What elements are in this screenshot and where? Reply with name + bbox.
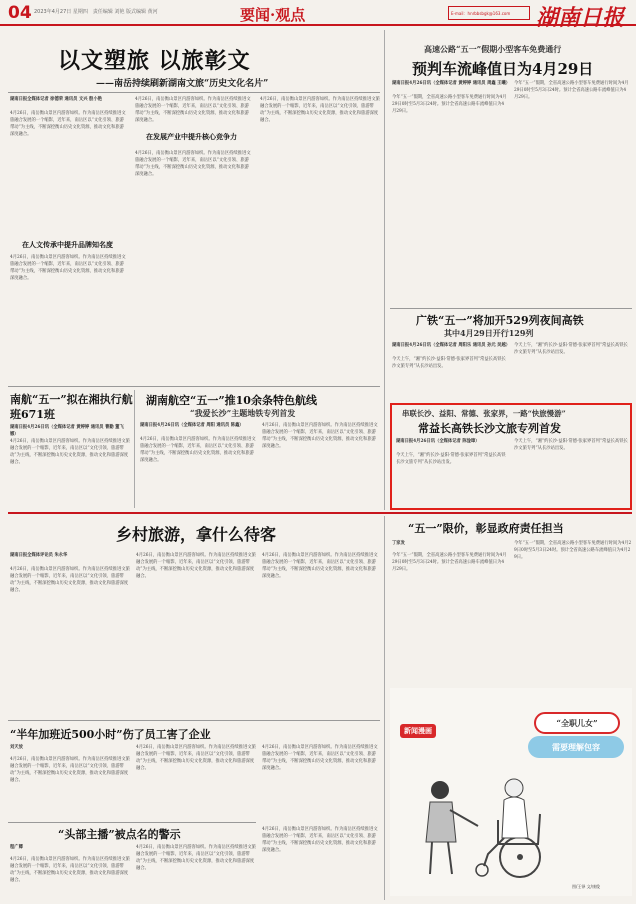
hnair-body-col2: 4月26日，南岳衡山景区内游客如织。作为南岳区持续推进文旅融合发展的一个缩影，近年来，南岳区以“文化引领、旅游带动”为主线，不断深挖衡山历史文化资源，推动文化和旅游深度融合。: [262, 423, 378, 449]
lead-byline: 湖南日报全媒体记者 徐德荣 通讯员 文兴 殷小艳: [10, 97, 102, 102]
guangtie-body-col1: 今天上午，“湘”约长沙·益阳·常德·张家界首列“常益长高铁长沙文旅专列”从长沙站出发。: [392, 357, 506, 369]
changyi-body-col1: 今天上午，“湘”约长沙·益阳·常德·张家界首列“常益长高铁长沙文旅专列”从长沙站出发。: [396, 453, 506, 465]
wuyi-headline: “五一”限价，彰显政府责任担当: [408, 522, 564, 535]
rule: [8, 720, 380, 721]
rural-byline: 湖南日报全媒体评论员 朱永华: [10, 553, 68, 558]
young-figure: [426, 781, 478, 874]
lead-body-col2: 4月26日，南岳衡山景区内游客如织。作为南岳区持续推进文旅融合发展的一个缩影，近年来，南岳区以“文化引领、旅游带动”为主线，不断深挖衡山历史文化资源，推动文化和旅游深度融合。: [135, 97, 251, 123]
halfhour-body-col2: 4月26日，南岳衡山景区内游客如织。作为南岳区持续推进文旅融合发展的一个缩影，近年来，南岳区以“文化引领、旅游带动”为主线，不断深挖衡山历史文化资源，推动文化和旅游深度融合。: [136, 745, 256, 771]
cartoon-bubble-2: 需要理解包容: [528, 736, 624, 758]
lead-body-col3: 4月26日，南岳衡山景区内游客如织。作为南岳区持续推进文旅融合发展的一个缩影，近年来，南岳区以“文化引领、旅游带动”为主线，不断深挖衡山历史文化资源，推动文化和旅游深度融合。: [260, 97, 380, 123]
lead-section-2: 在发展产业中提升核心竞争力: [146, 132, 237, 141]
column-divider: [384, 30, 385, 510]
rural-body-col3: 4月26日，南岳衡山景区内游客如织。作为南岳区持续推进文旅融合发展的一个缩影，近年来，南岳区以“文化引领、旅游带动”为主线，不断深挖衡山历史文化资源，推动文化和旅游深度融合。: [262, 553, 378, 579]
changyi-body-col2: 今天上午，“湘”约长沙·益阳·常德·张家界首列“常益长高铁长沙文旅专列”从长沙站出发。: [514, 439, 628, 451]
halfhour-author: 刘天放: [10, 745, 23, 750]
nanhang-body: 4月26日，南岳衡山景区内游客如织。作为南岳区持续推进文旅融合发展的一个缩影，近年来，南岳区以“文化引领、旅游带动”为主线，不断深挖衡山历史文化资源，推动文化和旅游深度融合。: [10, 439, 130, 465]
site-email: E-mail：hnrbbsbgk@163.com: [448, 6, 530, 20]
elderly-figure: [484, 779, 528, 866]
lead-body-col2b: 4月26日，南岳衡山景区内游客如织。作为南岳区持续推进文旅融合发展的一个缩影，近年来，南岳区以“文化引领、旅游带动”为主线，不断深挖衡山历史文化资源，推动文化和旅游深度融合。: [135, 151, 251, 177]
rule: [390, 308, 632, 309]
hnair-subheadline: “我爱长沙”主题地铁专列首发: [190, 408, 296, 418]
rural-body-col2: 4月26日，南岳衡山景区内游客如织。作为南岳区持续推进文旅融合发展的一个缩影，近年来，南岳区以“文化引领、旅游带动”为主线，不断深挖衡山历史文化资源，推动文化和旅游深度融合。: [136, 553, 256, 579]
anchor-body-col1: 4月26日，南岳衡山景区内游客如织。作为南岳区持续推进文旅融合发展的一个缩影，近年来，南岳区以“文化引领、旅游带动”为主线，不断深挖衡山历史文化资源，推动文化和旅游深度融合。: [10, 857, 130, 883]
halfhour-headline: “半年加班近500小时”伤了员工害了企业: [10, 728, 211, 741]
hnair-byline: 湖南日报4月26日讯（全媒体记者 周阳 通讯员 陈鑫）: [140, 423, 244, 428]
anchor-headline: “头部主播”被点名的警示: [58, 828, 181, 841]
rule: [8, 92, 380, 93]
newspaper-logo: 湖南日报: [536, 5, 625, 31]
wuyi-author: 丁家发: [392, 541, 405, 546]
lead-section-1: 在人文传承中提升品牌知名度: [22, 240, 113, 249]
lead-headline: 以文塑旅 以旅彰文: [58, 48, 251, 74]
expressway-kicker: 高速公路“五一”假期小型客车免费通行: [424, 44, 562, 54]
section-divider: [8, 512, 632, 514]
guangtie-byline: 湖南日报4月26日讯（全媒体记者 周阳乐 通讯员 孙元 吴越）: [392, 343, 511, 348]
lead-subheadline: ——南岳持续刷新湖南文旅“历史文化名片”: [96, 79, 269, 89]
wuyi-body-col2: 今年“五一”假期，全省高速公路小型客车免费通行时间为4月29日0时至5月3日24时。预计全省高速公路车流峰值日为4月29日。: [514, 541, 632, 560]
rule: [8, 822, 256, 823]
cartoon-badge: 新闻漫画: [400, 724, 436, 738]
nanhang-byline: 湖南日报4月26日讯（全媒体记者 黄婷婷 通讯员 曹勤 董飞娜）: [10, 425, 124, 437]
changyi-byline: 湖南日报4月26日讯（全媒体记者 陈淦璋）: [396, 439, 480, 444]
cartoon-illustration: [400, 742, 570, 882]
expressway-headline: 预判车流峰值日为4月29日: [412, 60, 594, 78]
column-divider: [384, 516, 385, 900]
anchor-body-col2: 4月26日，南岳衡山景区内游客如织。作为南岳区持续推进文旅融合发展的一个缩影，近年来，南岳区以“文化引领、旅游带动”为主线，不断深挖衡山历史文化资源，推动文化和旅游深度融合。: [136, 845, 256, 871]
page-number: 04: [8, 3, 32, 23]
nanhang-headline: 南航“五一”拟在湘执行航班671班: [10, 393, 133, 421]
expressway-body-col1: 今年“五一”假期，全省高速公路小型客车免费通行时间为4月29日0时至5月3日24时。预计全省高速公路车流峰值日为4月29日。: [392, 95, 507, 114]
column-divider: [134, 390, 135, 508]
anchor-body-col3: 4月26日，南岳衡山景区内游客如织。作为南岳区持续推进文旅融合发展的一个缩影，近年来，南岳区以“文化引领、旅游带动”为主线，不断深挖衡山历史文化资源，推动文化和旅游深度融合。: [262, 827, 378, 853]
rural-body-col1: 4月26日，南岳衡山景区内游客如织。作为南岳区持续推进文旅融合发展的一个缩影，近年来，南岳区以“文化引领、旅游带动”为主线，不断深挖衡山历史文化资源，推动文化和旅游深度融合。: [10, 567, 130, 593]
cartoon-bubble-1: “全职儿女”: [534, 712, 620, 734]
guangtie-body-col2: 今天上午，“湘”约长沙·益阳·常德·张家界首列“常益长高铁长沙文旅专列”从长沙站出发。: [514, 343, 628, 355]
halfhour-body-col3: 4月26日，南岳衡山景区内游客如织。作为南岳区持续推进文旅融合发展的一个缩影，近年来，南岳区以“文化引领、旅游带动”为主线，不断深挖衡山历史文化资源，推动文化和旅游深度融合。: [262, 745, 378, 771]
cartoon-caption: 图/王铎 文/康俊: [572, 884, 600, 889]
hnair-headline: 湖南航空“五一”推10余条特色航线: [146, 394, 317, 407]
lead-body-col1: 4月26日，南岳衡山景区内游客如织。作为南岳区持续推进文旅融合发展的一个缩影，近年来，南岳区以“文化引领、旅游带动”为主线，不断深挖衡山历史文化资源，推动文化和旅游深度融合。: [10, 111, 126, 137]
rule: [8, 386, 380, 387]
changyi-headline: 常益长高铁长沙文旅专列首发: [418, 422, 561, 435]
expressway-body-col2: 今年“五一”假期，全省高速公路小型客车免费通行时间为4月29日0时至5月3日24时。预计全省高速公路车流峰值日为4月29日。: [514, 81, 629, 100]
wuyi-body-col1: 今年“五一”假期，全省高速公路小型客车免费通行时间为4月29日0时至5月3日24时。预计全省高速公路车流峰值日为4月29日。: [392, 553, 507, 572]
dateline: 2023年4月27日 星期四 责任编辑 刘艳 版式编辑 黄河: [34, 9, 158, 15]
section-name: 要闻·观点: [240, 6, 306, 24]
hnair-body-col1: 4月26日，南岳衡山景区内游客如织。作为南岳区持续推进文旅融合发展的一个缩影，近年来，南岳区以“文化引领、旅游带动”为主线，不断深挖衡山历史文化资源，推动文化和旅游深度融合。: [140, 437, 256, 463]
lead-body-col1b: 4月26日，南岳衡山景区内游客如织。作为南岳区持续推进文旅融合发展的一个缩影，近年来，南岳区以“文化引领、旅游带动”为主线，不断深挖衡山历史文化资源，推动文化和旅游深度融合。: [10, 255, 126, 281]
guangtie-headline: 广铁“五一”将加开529列夜间高铁: [416, 314, 584, 327]
guangtie-subheadline: 其中4月29日开行129列: [444, 328, 534, 338]
halfhour-body-col1: 4月26日，南岳衡山景区内游客如织。作为南岳区持续推进文旅融合发展的一个缩影，近年来，南岳区以“文化引领、旅游带动”为主线，不断深挖衡山历史文化资源，推动文化和旅游深度融合。: [10, 757, 130, 783]
changyi-kicker: 串联长沙、益阳、常德、张家界，一路“快旅慢游”: [402, 409, 566, 418]
rural-headline: 乡村旅游，拿什么待客: [116, 525, 277, 544]
expressway-byline: 湖南日报4月26日讯（全媒体记者 黄婷婷 通讯员 周鑫 王曦）: [392, 81, 511, 86]
anchor-author: 程广卿: [10, 845, 23, 850]
